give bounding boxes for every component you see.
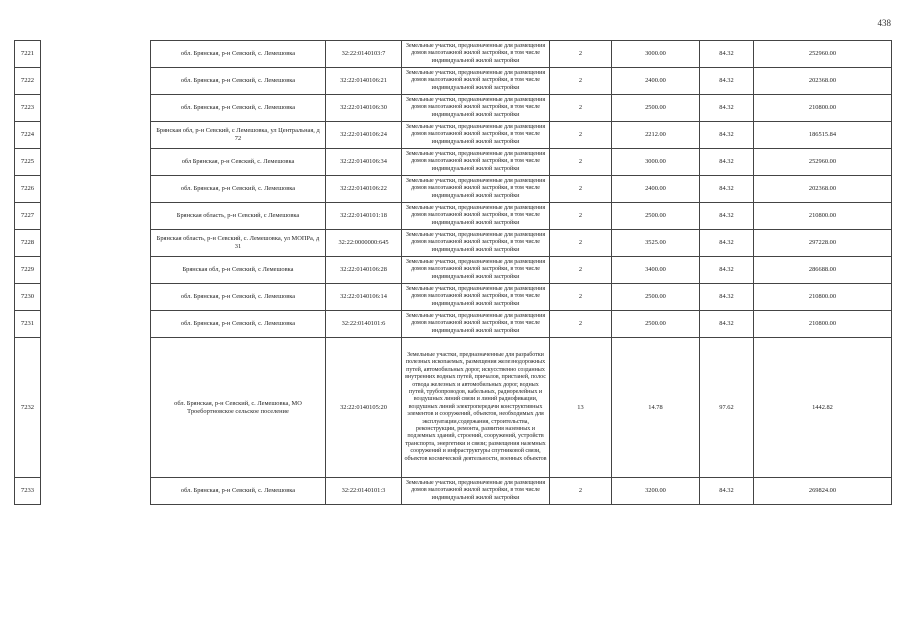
area-cell: 2400.00	[612, 68, 700, 95]
cadastral-number-cell: 32:22:0140101:18	[326, 203, 402, 230]
land-use-purpose-cell: Земельные участки, предназначенные для размещения домов малоэтажной жилой застройки, в том числе индивидуальной жилой застройки	[402, 68, 550, 95]
group-code-cell: 2	[550, 122, 612, 149]
table-row	[15, 478, 892, 505]
area-cell: 14.78	[612, 338, 700, 478]
group-code-cell: 13	[550, 338, 612, 478]
page-number: 438	[877, 18, 891, 28]
table-row	[15, 149, 892, 176]
area-cell: 2400.00	[612, 176, 700, 203]
area-cell: 3200.00	[612, 478, 700, 505]
group-code-cell: 2	[550, 203, 612, 230]
address-cell: обл. Брянская, р-н Севский, с. Лемешовка	[151, 176, 326, 203]
cadastral-number-cell: 32:22:0000000:645	[326, 230, 402, 257]
land-use-purpose-cell: Земельные участки, предназначенные для размещения домов малоэтажной жилой застройки, в том числе индивидуальной жилой застройки	[402, 284, 550, 311]
address-cell: обл. Брянская, р-н Севский, с. Лемешовка	[151, 68, 326, 95]
spacer-cell	[41, 122, 151, 149]
area-cell: 2212.00	[612, 122, 700, 149]
cadastral-number-cell: 32:22:0140101:3	[326, 478, 402, 505]
table-row	[15, 203, 892, 230]
specific-value-cell: 84.32	[700, 284, 754, 311]
table-row	[15, 338, 892, 478]
group-code-cell: 2	[550, 478, 612, 505]
cadastral-value-cell: 210800.00	[754, 284, 892, 311]
group-code-cell: 2	[550, 149, 612, 176]
table-row	[15, 176, 892, 203]
cadastral-number-cell: 32:22:0140106:22	[326, 176, 402, 203]
cadastral-value-cell: 297228.00	[754, 230, 892, 257]
cadastral-value-cell: 202368.00	[754, 176, 892, 203]
spacer-cell	[41, 149, 151, 176]
table-row	[15, 230, 892, 257]
table-row	[15, 41, 892, 68]
row-number-cell: 7229	[15, 257, 41, 284]
cadastral-number-cell: 32:22:0140106:34	[326, 149, 402, 176]
row-number-cell: 7232	[15, 338, 41, 478]
cadastral-number-cell: 32:22:0140101:6	[326, 311, 402, 338]
specific-value-cell: 84.32	[700, 68, 754, 95]
land-use-purpose-cell: Земельные участки, предназначенные для размещения домов малоэтажной жилой застройки, в том числе индивидуальной жилой застройки	[402, 41, 550, 68]
land-use-purpose-cell: Земельные участки, предназначенные для размещения домов малоэтажной жилой застройки, в том числе индивидуальной жилой застройки	[402, 230, 550, 257]
specific-value-cell: 84.32	[700, 478, 754, 505]
row-number-cell: 7233	[15, 478, 41, 505]
spacer-cell	[41, 284, 151, 311]
cadastral-number-cell: 32:22:0140106:21	[326, 68, 402, 95]
group-code-cell: 2	[550, 257, 612, 284]
row-number-cell: 7228	[15, 230, 41, 257]
area-cell: 3400.00	[612, 257, 700, 284]
row-number-cell: 7221	[15, 41, 41, 68]
row-number-cell: 7230	[15, 284, 41, 311]
address-cell: Брянская область, р-н Севский, с Лемешовка	[151, 203, 326, 230]
land-use-purpose-cell: Земельные участки, предназначенные для размещения домов малоэтажной жилой застройки, в том числе индивидуальной жилой застройки	[402, 257, 550, 284]
address-cell: обл. Брянская, р-н Севский, с. Лемешовка	[151, 95, 326, 122]
area-cell: 2500.00	[612, 95, 700, 122]
table-row	[15, 257, 892, 284]
spacer-cell	[41, 338, 151, 478]
group-code-cell: 2	[550, 95, 612, 122]
table-row	[15, 95, 892, 122]
table-row	[15, 122, 892, 149]
specific-value-cell: 84.32	[700, 95, 754, 122]
specific-value-cell: 84.32	[700, 257, 754, 284]
group-code-cell: 2	[550, 176, 612, 203]
spacer-cell	[41, 311, 151, 338]
registry-sheet	[14, 40, 892, 505]
area-cell: 2500.00	[612, 284, 700, 311]
spacer-cell	[41, 478, 151, 505]
row-number-cell: 7227	[15, 203, 41, 230]
area-cell: 3000.00	[612, 149, 700, 176]
address-cell: Брянская обл, р-н Севский, с Лемешовка	[151, 257, 326, 284]
area-cell: 2500.00	[612, 311, 700, 338]
address-cell: обл. Брянская, р-н Севский, с. Лемешовка	[151, 478, 326, 505]
group-code-cell: 2	[550, 68, 612, 95]
cadastral-number-cell: 32:22:0140103:7	[326, 41, 402, 68]
spacer-cell	[41, 230, 151, 257]
cadastral-value-cell: 252960.00	[754, 41, 892, 68]
specific-value-cell: 84.32	[700, 41, 754, 68]
group-code-cell: 2	[550, 230, 612, 257]
land-use-purpose-cell: Земельные участки, предназначенные для размещения домов малоэтажной жилой застройки, в том числе индивидуальной жилой застройки	[402, 203, 550, 230]
cadastral-number-cell: 32:22:0140106:28	[326, 257, 402, 284]
row-number-cell: 7224	[15, 122, 41, 149]
land-use-purpose-cell: Земельные участки, предназначенные для размещения домов малоэтажной жилой застройки, в том числе индивидуальной жилой застройки	[402, 122, 550, 149]
address-cell: Брянская область, р-н Севский, с. Лемешовка, ул МОПРа, д 31	[151, 230, 326, 257]
specific-value-cell: 84.32	[700, 311, 754, 338]
land-use-purpose-cell: Земельные участки, предназначенные для размещения домов малоэтажной жилой застройки, в том числе индивидуальной жилой застройки	[402, 95, 550, 122]
table-row	[15, 284, 892, 311]
specific-value-cell: 84.32	[700, 230, 754, 257]
registry-table-body	[15, 41, 892, 505]
cadastral-value-cell: 210800.00	[754, 203, 892, 230]
cadastral-value-cell: 1442.82	[754, 338, 892, 478]
row-number-cell: 7222	[15, 68, 41, 95]
cadastral-value-cell: 252960.00	[754, 149, 892, 176]
spacer-cell	[41, 257, 151, 284]
row-number-cell: 7226	[15, 176, 41, 203]
spacer-cell	[41, 176, 151, 203]
cadastral-number-cell: 32:22:0140106:30	[326, 95, 402, 122]
cadastral-value-cell: 210800.00	[754, 95, 892, 122]
land-use-purpose-cell: Земельные участки, предназначенные для разработки полезных ископаемых, размещения железнодорожных путей, автомобильных дорог, искусственно созданных внутренних водных путей, причалов, пристаней, полос отвода железных и автомобильных дорог, водных путей, трубопроводов, кабельных, радиорелейных и воздушных линий связи и линий радиофикации, воздушных линий электропередачи конструктивных элементов и сооружений, объектов, необходимых для эксплуатации,содержания, строительства, реконструкции, ремонта, развития наземных и подземных зданий, строений, сооружений, устройств транспорта, энергетики и связи; размещения наземных сооружений и инфраструктуры спутниковой связи, объектов космической деятельности, военных объектов	[402, 338, 550, 478]
group-code-cell: 2	[550, 284, 612, 311]
area-cell: 3525.00	[612, 230, 700, 257]
cadastral-number-cell: 32:22:0140106:14	[326, 284, 402, 311]
land-use-purpose-cell: Земельные участки, предназначенные для размещения домов малоэтажной жилой застройки, в том числе индивидуальной жилой застройки	[402, 478, 550, 505]
spacer-cell	[41, 68, 151, 95]
row-number-cell: 7225	[15, 149, 41, 176]
land-use-purpose-cell: Земельные участки, предназначенные для размещения домов малоэтажной жилой застройки, в том числе индивидуальной жилой застройки	[402, 149, 550, 176]
cadastral-value-cell: 210800.00	[754, 311, 892, 338]
address-cell: обл. Брянская, р-н Севский, с. Лемешовка	[151, 41, 326, 68]
row-number-cell: 7231	[15, 311, 41, 338]
cadastral-value-cell: 269824.00	[754, 478, 892, 505]
cadastral-value-cell: 286688.00	[754, 257, 892, 284]
area-cell: 2500.00	[612, 203, 700, 230]
cadastral-number-cell: 32:22:0140105:20	[326, 338, 402, 478]
row-number-cell: 7223	[15, 95, 41, 122]
address-cell: обл. Брянская, р-н Севский, с. Лемешовка	[151, 284, 326, 311]
group-code-cell: 2	[550, 311, 612, 338]
spacer-cell	[41, 95, 151, 122]
specific-value-cell: 84.32	[700, 122, 754, 149]
specific-value-cell: 97.62	[700, 338, 754, 478]
specific-value-cell: 84.32	[700, 149, 754, 176]
table-row	[15, 311, 892, 338]
land-registry-table	[14, 40, 892, 505]
specific-value-cell: 84.32	[700, 203, 754, 230]
cadastral-number-cell: 32:22:0140106:24	[326, 122, 402, 149]
land-use-purpose-cell: Земельные участки, предназначенные для размещения домов малоэтажной жилой застройки, в том числе индивидуальной жилой застройки	[402, 176, 550, 203]
specific-value-cell: 84.32	[700, 176, 754, 203]
group-code-cell: 2	[550, 41, 612, 68]
address-cell: обл. Брянская, р-н Севский, с. Лемешовка	[151, 311, 326, 338]
address-cell: обл. Брянская, р-н Севский, с. Лемешовка, МО Троебортновское сельское поселение	[151, 338, 326, 478]
land-use-purpose-cell: Земельные участки, предназначенные для размещения домов малоэтажной жилой застройки, в том числе индивидуальной жилой застройки	[402, 311, 550, 338]
area-cell: 3000.00	[612, 41, 700, 68]
spacer-cell	[41, 203, 151, 230]
table-row	[15, 68, 892, 95]
address-cell: обл Брянская, р-н Севский, с. Лемешовка	[151, 149, 326, 176]
cadastral-value-cell: 202368.00	[754, 68, 892, 95]
cadastral-value-cell: 186515.84	[754, 122, 892, 149]
spacer-cell	[41, 41, 151, 68]
address-cell: Брянская обл, р-н Севский, с Лемешовка, ул Центральная, д 72	[151, 122, 326, 149]
